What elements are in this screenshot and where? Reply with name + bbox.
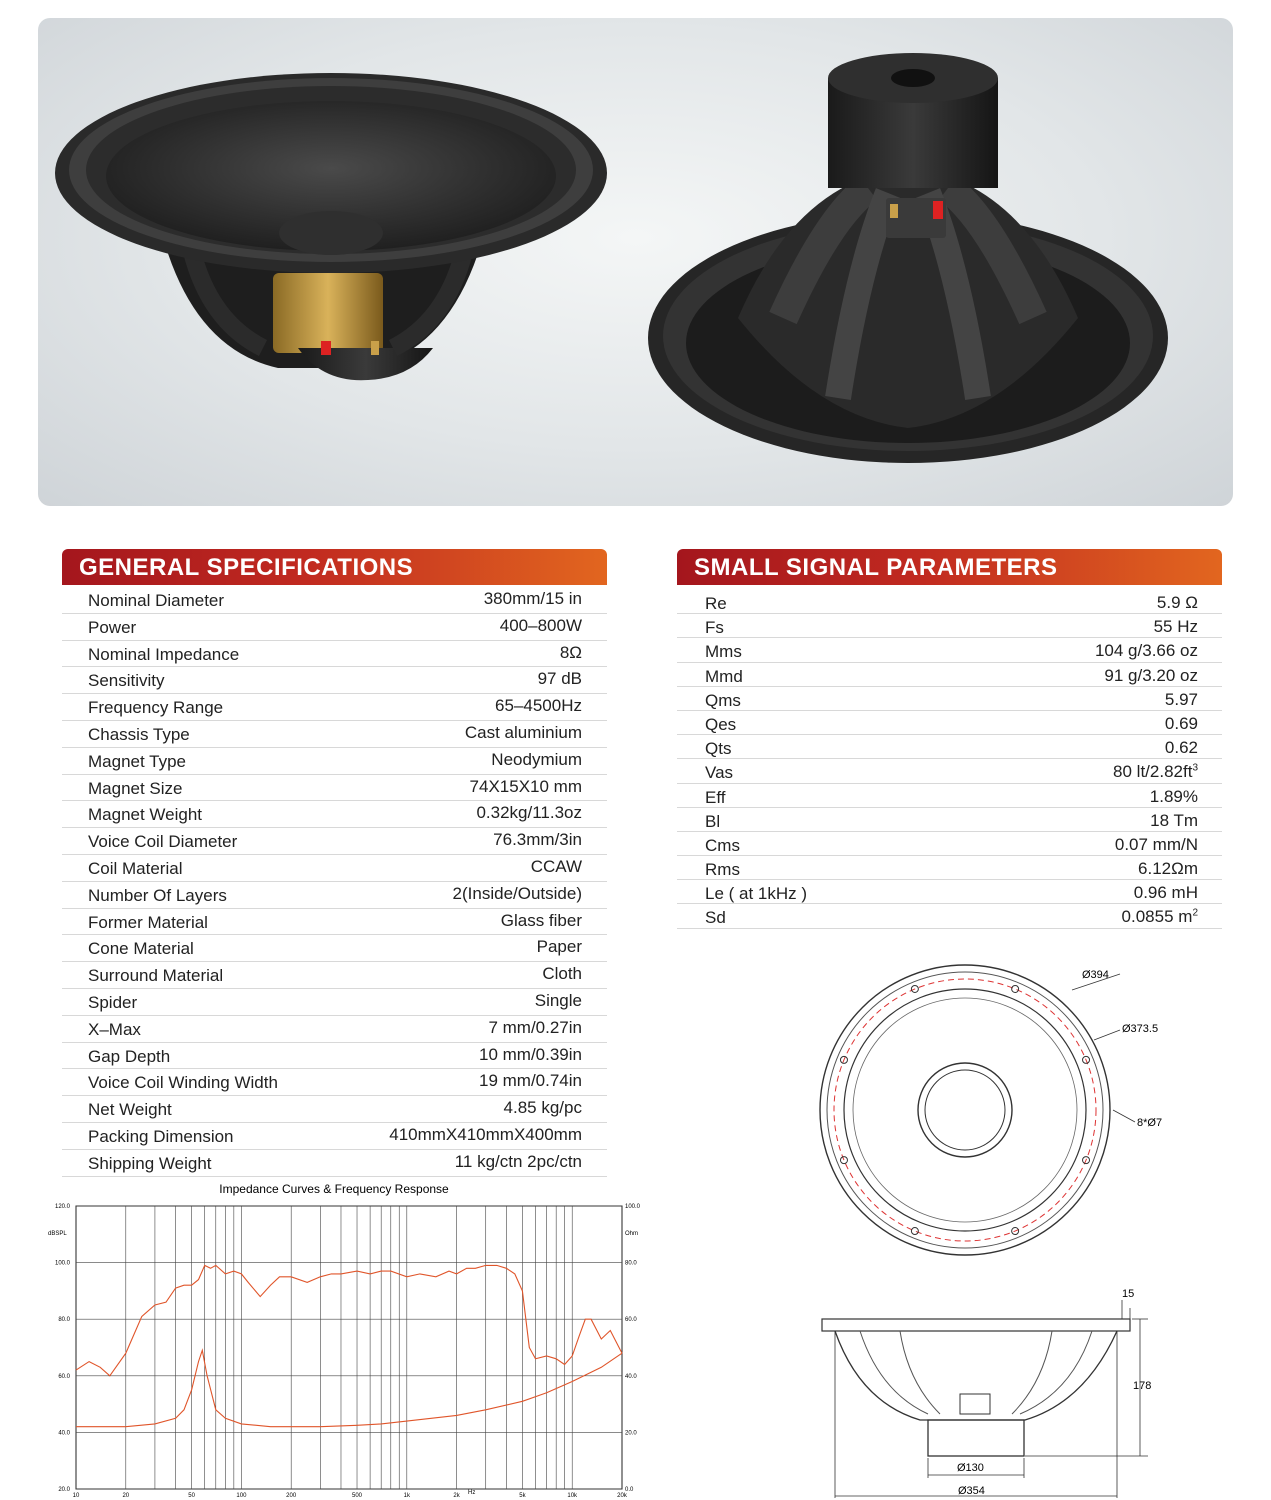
chart-title: Impedance Curves & Frequency Response <box>219 1182 449 1196</box>
general-spec-row <box>62 694 607 721</box>
chart-left-tick-label: 100.0 <box>54 1260 70 1267</box>
small-signal-param-label: Qms <box>705 690 741 710</box>
small-signal-param-value: 0.62 <box>1164 738 1198 758</box>
chart-right-tick-label: 80.0 <box>625 1260 637 1267</box>
general-spec-value: 380mm/15 in <box>483 589 582 608</box>
flange-outline <box>822 1319 1130 1331</box>
general-spec-value: Glass fiber <box>500 910 582 930</box>
surround-circle <box>844 989 1086 1231</box>
outer-diameter-label: Ø394 <box>1082 969 1109 981</box>
general-spec-value: 76.3mm/3in <box>493 830 582 850</box>
small-signal-param-row <box>677 590 1222 614</box>
general-spec-row <box>62 1069 607 1096</box>
chart-x-tick-label: 100 <box>236 1493 247 1499</box>
general-spec-value: 400–800W <box>499 615 582 635</box>
small-signal-param-label: Bl <box>705 811 721 831</box>
general-specifications-heading: GENERAL SPECIFICATIONS <box>62 549 607 585</box>
small-signal-param-row <box>677 759 1222 783</box>
general-spec-label: Voice Coil Winding Width <box>88 1073 278 1093</box>
general-spec-row <box>62 614 607 641</box>
magnet-diameter-label: Ø130 <box>957 1462 984 1474</box>
small-signal-param-value: 104 g/3.66 oz <box>1094 641 1198 661</box>
general-spec-row <box>62 775 607 802</box>
general-spec-value: 74X15X10 mm <box>469 776 582 796</box>
general-spec-row <box>62 1096 607 1123</box>
small-signal-param-row <box>677 614 1222 638</box>
chart-left-tick-label: 80.0 <box>58 1317 70 1324</box>
general-spec-value: 19 mm/0.74in <box>479 1071 582 1091</box>
chart-left-axis-label: dBSPL <box>48 1231 67 1237</box>
general-spec-row <box>62 587 607 614</box>
general-spec-label: Magnet Type <box>88 751 186 771</box>
magnet-outline <box>928 1420 1024 1456</box>
chart-x-tick-label: 2k <box>453 1493 460 1499</box>
small-signal-param-row <box>677 880 1222 904</box>
small-signal-param-row <box>677 663 1222 687</box>
general-spec-label: Power <box>88 617 137 637</box>
flange-thickness-label: 15 <box>1122 1288 1135 1300</box>
general-spec-label: Surround Material <box>88 966 224 986</box>
general-spec-value: Cast aluminium <box>464 722 582 742</box>
small-signal-param-value: 0.07 mm/N <box>1114 834 1198 854</box>
general-spec-row <box>62 1043 607 1070</box>
small-signal-param-label: Sd <box>705 908 726 928</box>
general-spec-row <box>62 667 607 694</box>
general-spec-label: Nominal Impedance <box>88 644 240 664</box>
small-signal-param-row <box>677 856 1222 880</box>
terminal-outline <box>960 1394 990 1414</box>
small-signal-param-row <box>677 735 1222 759</box>
general-spec-row <box>62 1150 607 1177</box>
general-spec-row <box>62 855 607 882</box>
speaker-rear-view <box>648 53 1168 463</box>
cone-edge-circle <box>853 998 1077 1222</box>
small-signal-param-value: 91 g/3.20 oz <box>1104 665 1198 685</box>
general-spec-value: 2(Inside/Outside) <box>452 883 582 903</box>
general-spec-row <box>62 801 607 828</box>
small-signal-param-label: Mmd <box>705 666 743 686</box>
chart-right-tick-label: 0.0 <box>625 1487 634 1493</box>
mounting-hole <box>1012 985 1019 992</box>
small-signal-param-row <box>677 687 1222 711</box>
small-signal-param-label: Re <box>705 594 727 613</box>
small-signal-param-value: 55 Hz <box>1153 617 1198 637</box>
small-signal-param-label: Mms <box>705 642 742 662</box>
small-signal-param-label: Rms <box>705 860 740 880</box>
general-spec-value: 0.32kg/11.3oz <box>476 803 582 823</box>
small-signal-param-value: 6.12Ωm <box>1138 859 1198 879</box>
general-spec-label: Magnet Weight <box>88 805 203 825</box>
small-signal-param-value: 0.0855 $m^2$ <box>1121 907 1198 927</box>
general-spec-value: Cloth <box>542 964 582 984</box>
chart-x-tick-label: 50 <box>188 1493 195 1499</box>
general-spec-label: Coil Material <box>88 858 183 878</box>
small-signal-param-label: Fs <box>705 618 724 638</box>
speaker-illustration <box>38 18 1233 506</box>
small-signal-param-row <box>677 904 1222 928</box>
basket-outline <box>835 1331 1117 1420</box>
general-spec-row <box>62 748 607 775</box>
chart-right-tick-label: 60.0 <box>625 1317 637 1324</box>
mounting-holes <box>840 985 1089 1234</box>
front-view-drawing <box>800 950 1220 1280</box>
general-spec-value: Paper <box>536 937 582 957</box>
general-spec-value: Single <box>534 990 582 1010</box>
small-signal-param-label: Qts <box>705 739 732 759</box>
general-spec-row <box>62 721 607 748</box>
dust-cap-inner <box>925 1070 1005 1150</box>
chart-x-tick-label: 200 <box>286 1493 297 1499</box>
chart-x-tick-label: 20 <box>122 1493 130 1499</box>
general-spec-label: Sensitivity <box>88 671 165 691</box>
general-spec-label: Voice Coil Diameter <box>88 832 238 852</box>
general-spec-value: Neodymium <box>491 749 582 769</box>
small-signal-param-label: Le ( at 1kHz ) <box>705 884 808 904</box>
chart-left-tick-label: 60.0 <box>58 1373 70 1380</box>
small-signal-param-value: 0.96 mH <box>1133 883 1198 903</box>
general-spec-label: Spider <box>88 992 138 1012</box>
chart-right-tick-label: 40.0 <box>625 1373 637 1380</box>
dust-cap-outer <box>918 1063 1012 1157</box>
small-signal-parameters-table <box>677 590 1222 929</box>
general-spec-label: Former Material <box>88 912 208 932</box>
general-spec-label: Magnet Size <box>88 778 183 798</box>
bolt-circle <box>834 979 1096 1241</box>
general-spec-value: 11 kg/ctn 2pc/ctn <box>454 1151 582 1171</box>
general-spec-label: Gap Depth <box>88 1046 171 1066</box>
general-spec-row <box>62 935 607 962</box>
general-spec-label: Packing Dimension <box>88 1126 234 1146</box>
general-spec-row <box>62 1016 607 1043</box>
general-spec-label: Nominal Diameter <box>88 591 225 610</box>
product-photo-banner <box>38 18 1233 506</box>
chart-left-tick-label: 20.0 <box>58 1487 70 1493</box>
general-spec-label: Cone Material <box>88 939 194 959</box>
general-spec-row <box>62 989 607 1016</box>
chart-x-tick-label: 20k <box>617 1493 627 1499</box>
general-spec-value: 97 dB <box>537 669 582 689</box>
general-spec-label: Chassis Type <box>88 724 190 744</box>
small-signal-param-value: 5.97 <box>1164 689 1198 709</box>
general-spec-value: CCAW <box>530 856 582 876</box>
mounting-hole <box>911 1228 918 1235</box>
general-spec-value: 8Ω <box>559 642 582 662</box>
chart-right-tick-label: 100.0 <box>625 1204 641 1210</box>
general-spec-row <box>62 641 607 668</box>
impedance-frequency-chart <box>34 1178 644 1500</box>
general-spec-value: 410mmX410mmX400mm <box>389 1124 582 1144</box>
general-spec-label: X–Max <box>88 1019 141 1039</box>
chart-x-tick-label: 10k <box>567 1493 578 1499</box>
chart-x-tick-label: 500 <box>352 1493 363 1499</box>
small-signal-param-value: 0.69 <box>1164 713 1198 733</box>
general-specifications-table <box>62 587 607 1177</box>
mounting-holes-label: 8*Ø7 <box>1137 1117 1163 1129</box>
chart-x-tick-label: 1k <box>403 1493 410 1499</box>
general-spec-value: 4.85 kg/pc <box>503 1098 582 1118</box>
depth-label: 178 <box>1133 1380 1152 1392</box>
general-spec-label: Frequency Range <box>88 698 224 718</box>
general-spec-label: Number Of Layers <box>88 885 227 905</box>
impedance-curve <box>76 1350 622 1426</box>
small-signal-param-value: 80 $lt/2.82ft^3$ <box>1113 762 1198 782</box>
chart-x-axis-label: Hz <box>468 1490 476 1496</box>
general-spec-label: Shipping Weight <box>88 1153 212 1173</box>
general-spec-value: 10 mm/0.39in <box>479 1044 582 1064</box>
small-signal-param-label: Cms <box>705 835 740 855</box>
small-signal-param-row <box>677 638 1222 662</box>
chart-plot-area <box>76 1206 622 1489</box>
chart-left-tick-label: 120.0 <box>54 1204 70 1210</box>
small-signal-param-row <box>677 832 1222 856</box>
general-spec-row <box>62 882 607 909</box>
bolt-circle-diameter-label: Ø373.5 <box>1122 1023 1159 1035</box>
general-spec-value: 65–4500Hz <box>495 696 582 716</box>
frequency-response-curve <box>76 1265 622 1375</box>
general-spec-row <box>62 962 607 989</box>
speaker-front-view <box>55 73 607 380</box>
chart-x-tick-label: 5k <box>519 1493 526 1499</box>
small-signal-parameters-heading: SMALL SIGNAL PARAMETERS <box>677 549 1222 585</box>
chart-left-tick-label: 40.0 <box>58 1430 70 1437</box>
small-signal-param-row <box>677 784 1222 808</box>
outer-frame-circle <box>820 965 1110 1255</box>
general-spec-row <box>62 909 607 936</box>
small-signal-param-value: 1.89% <box>1149 786 1198 806</box>
chart-right-axis-label: Ohm <box>625 1231 639 1237</box>
small-signal-param-value: 18 Tm <box>1150 810 1198 830</box>
small-signal-param-row <box>677 711 1222 735</box>
baffle-cutout-label: Ø354 <box>958 1485 985 1497</box>
small-signal-param-unit-exponent: 3 <box>1192 762 1198 774</box>
mounting-hole <box>840 1157 847 1164</box>
side-view-drawing <box>800 1282 1220 1500</box>
chart-right-tick-label: 20.0 <box>625 1430 637 1437</box>
general-spec-row <box>62 1123 607 1150</box>
small-signal-param-unit-exponent: 2 <box>1192 907 1198 919</box>
flange-circle <box>827 972 1103 1248</box>
chart-x-tick-label: 10 <box>72 1493 80 1499</box>
general-spec-label: Net Weight <box>88 1100 172 1120</box>
small-signal-param-value: 5.9 Ω <box>1156 593 1198 612</box>
small-signal-param-label: Qes <box>705 714 737 734</box>
general-spec-row <box>62 828 607 855</box>
small-signal-param-label: Eff <box>705 787 726 807</box>
small-signal-param-label: Vas <box>705 763 734 783</box>
small-signal-param-row <box>677 808 1222 832</box>
general-spec-value: 7 mm/0.27in <box>488 1017 582 1037</box>
